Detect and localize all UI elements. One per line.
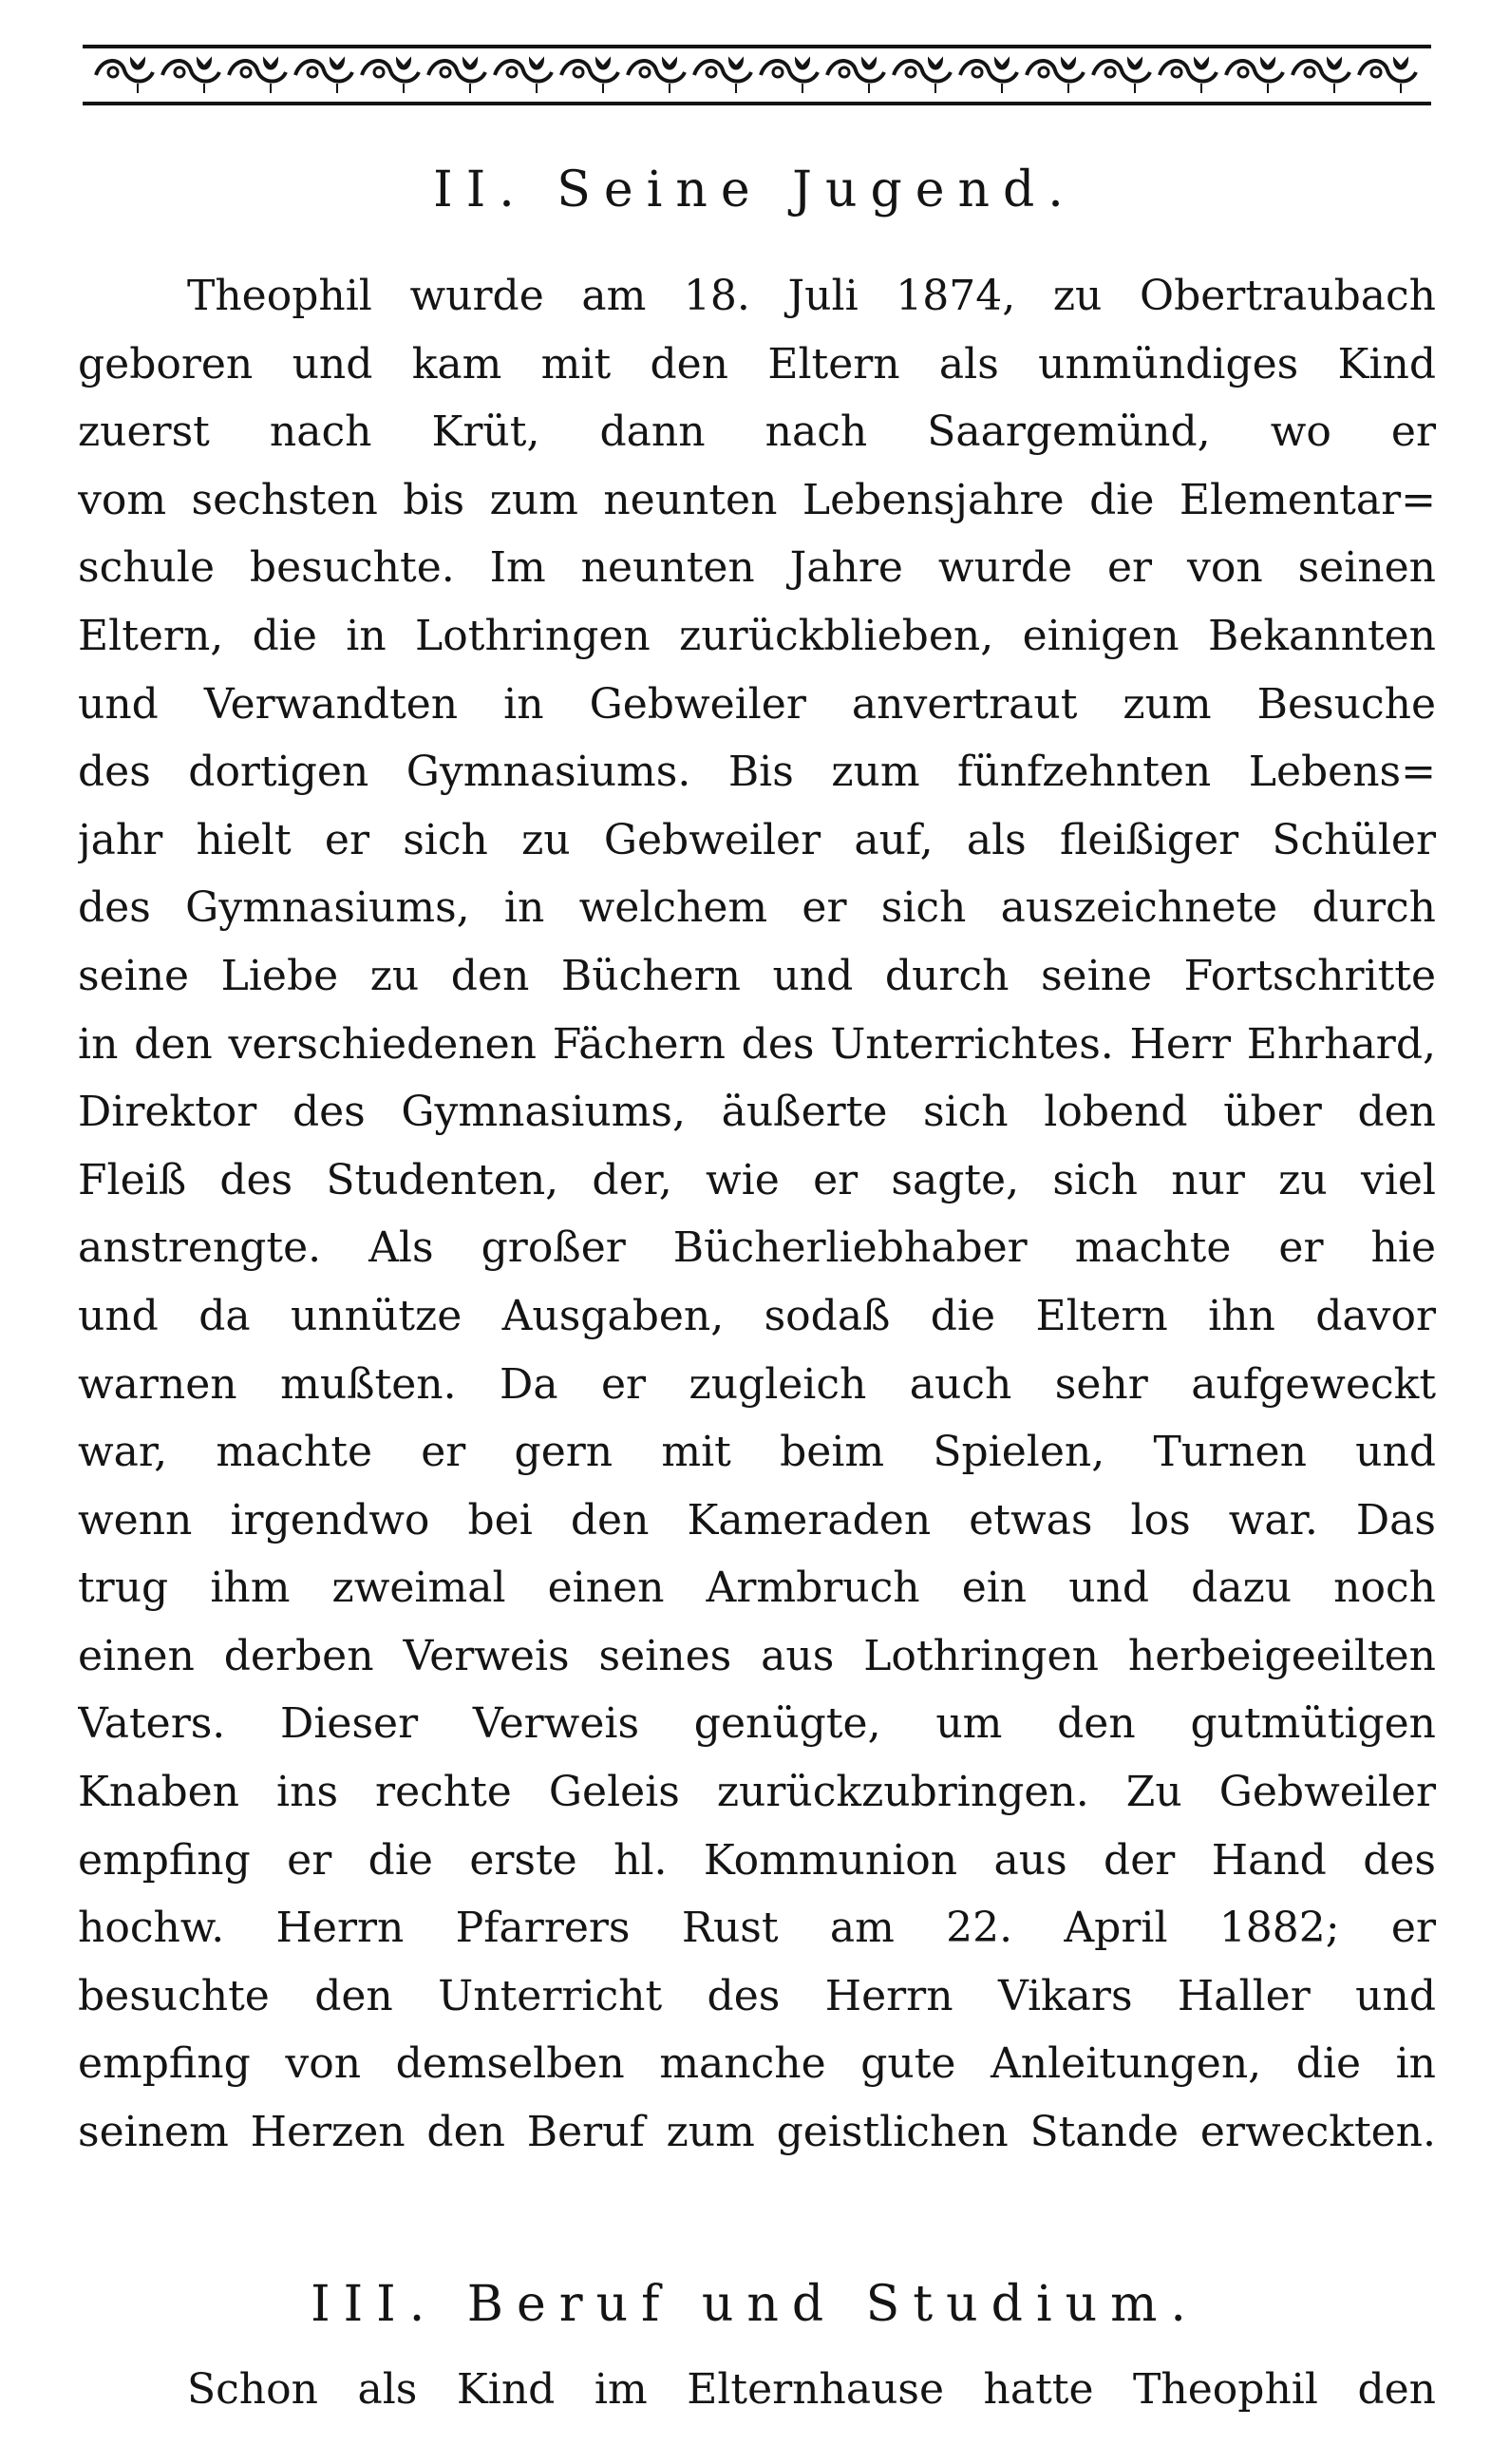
text-line: empfing von demselben manche gute Anleitungen, die in — [78, 2039, 1436, 2089]
text-line: besuchte den Unterricht des Herrn Vikars Haller und — [78, 1971, 1436, 2020]
text-line: seinem Herzen den Beruf zum geistlichen Stande erweckten. — [78, 2108, 1436, 2157]
section-body-jugend — [78, 262, 1436, 2167]
text-line: geboren und kam mit den Eltern als unmündiges Kind — [78, 339, 1436, 389]
text-line: Eltern, die in Lothringen zurückblieben, einigen Bekannten — [78, 611, 1436, 660]
text-line: des Gymnasiums, in welchem er sich auszeichnete durch — [78, 883, 1436, 933]
text-line: warnen mußten. Da er zugleich auch sehr aufgeweckt — [78, 1359, 1436, 1409]
text-line: wenn irgendwo bei den Kameraden etwas los war. Das — [78, 1495, 1436, 1545]
text-line: seine Liebe zu den Büchern und durch seine Fortschritte — [78, 951, 1436, 1000]
ornamental-border-icon — [83, 44, 1431, 106]
section-body-beruf — [78, 2356, 1436, 2424]
section-heading-beruf: III. Beruf und Studium. — [311, 2276, 1199, 2333]
text-line: Fleiß des Studenten, der, wie er sagte, sich nur zu viel — [78, 1155, 1436, 1204]
text-line: empfing er die erste hl. Kommunion aus der Hand des — [78, 1835, 1436, 1885]
text-line: trug ihm zweimal einen Armbruch ein und dazu noch — [78, 1564, 1436, 1613]
text-line: und da unnütze Ausgaben, sodaß die Eltern ihn davor — [78, 1291, 1436, 1340]
text-line: Schon als Kind im Elternhause hatte Theophil den — [187, 2365, 1436, 2414]
text-line: Vaters. Dieser Verweis genügte, um den gutmütigen — [78, 1699, 1436, 1749]
text-line: und Verwandten in Gebweiler anvertraut zum Besuche — [78, 679, 1436, 729]
text-line: schule besuchte. Im neunten Jahre wurde er von seinen — [78, 543, 1436, 593]
text-line: des dortigen Gymnasiums. Bis zum fünfzehnten Lebens= — [78, 748, 1436, 797]
text-line: jahr hielt er sich zu Gebweiler auf, als fleißiger Schüler — [78, 815, 1436, 864]
text-line: in den verschiedenen Fächern des Unterrichtes. Herr Ehrhard, — [78, 1019, 1436, 1069]
text-line: Direktor des Gymnasiums, äußerte sich lobend über den — [78, 1088, 1436, 1137]
text-line: einen derben Verweis seines aus Lothringen herbeigeeilten — [78, 1631, 1436, 1680]
text-line: anstrengte. Als großer Bücherliebhaber machte er hie — [78, 1223, 1436, 1273]
text-line: Theophil wurde am 18. Juli 1874, zu Obertraubach — [187, 272, 1436, 320]
section-heading-jugend: II. Seine Jugend. — [433, 161, 1077, 218]
text-line: war, machte er gern mit beim Spielen, Turnen und — [78, 1428, 1436, 1477]
text-line: zuerst nach Krüt, dann nach Saargemünd, wo er — [78, 408, 1436, 457]
text-line: vom sechsten bis zum neunten Lebensjahre die Elementar= — [78, 475, 1436, 524]
text-line: Knaben ins rechte Geleis zurückzubringen. Zu Gebweiler — [78, 1768, 1436, 1817]
text-line: hochw. Herrn Pfarrers Rust am 22. April 1882; er — [78, 1904, 1436, 1953]
